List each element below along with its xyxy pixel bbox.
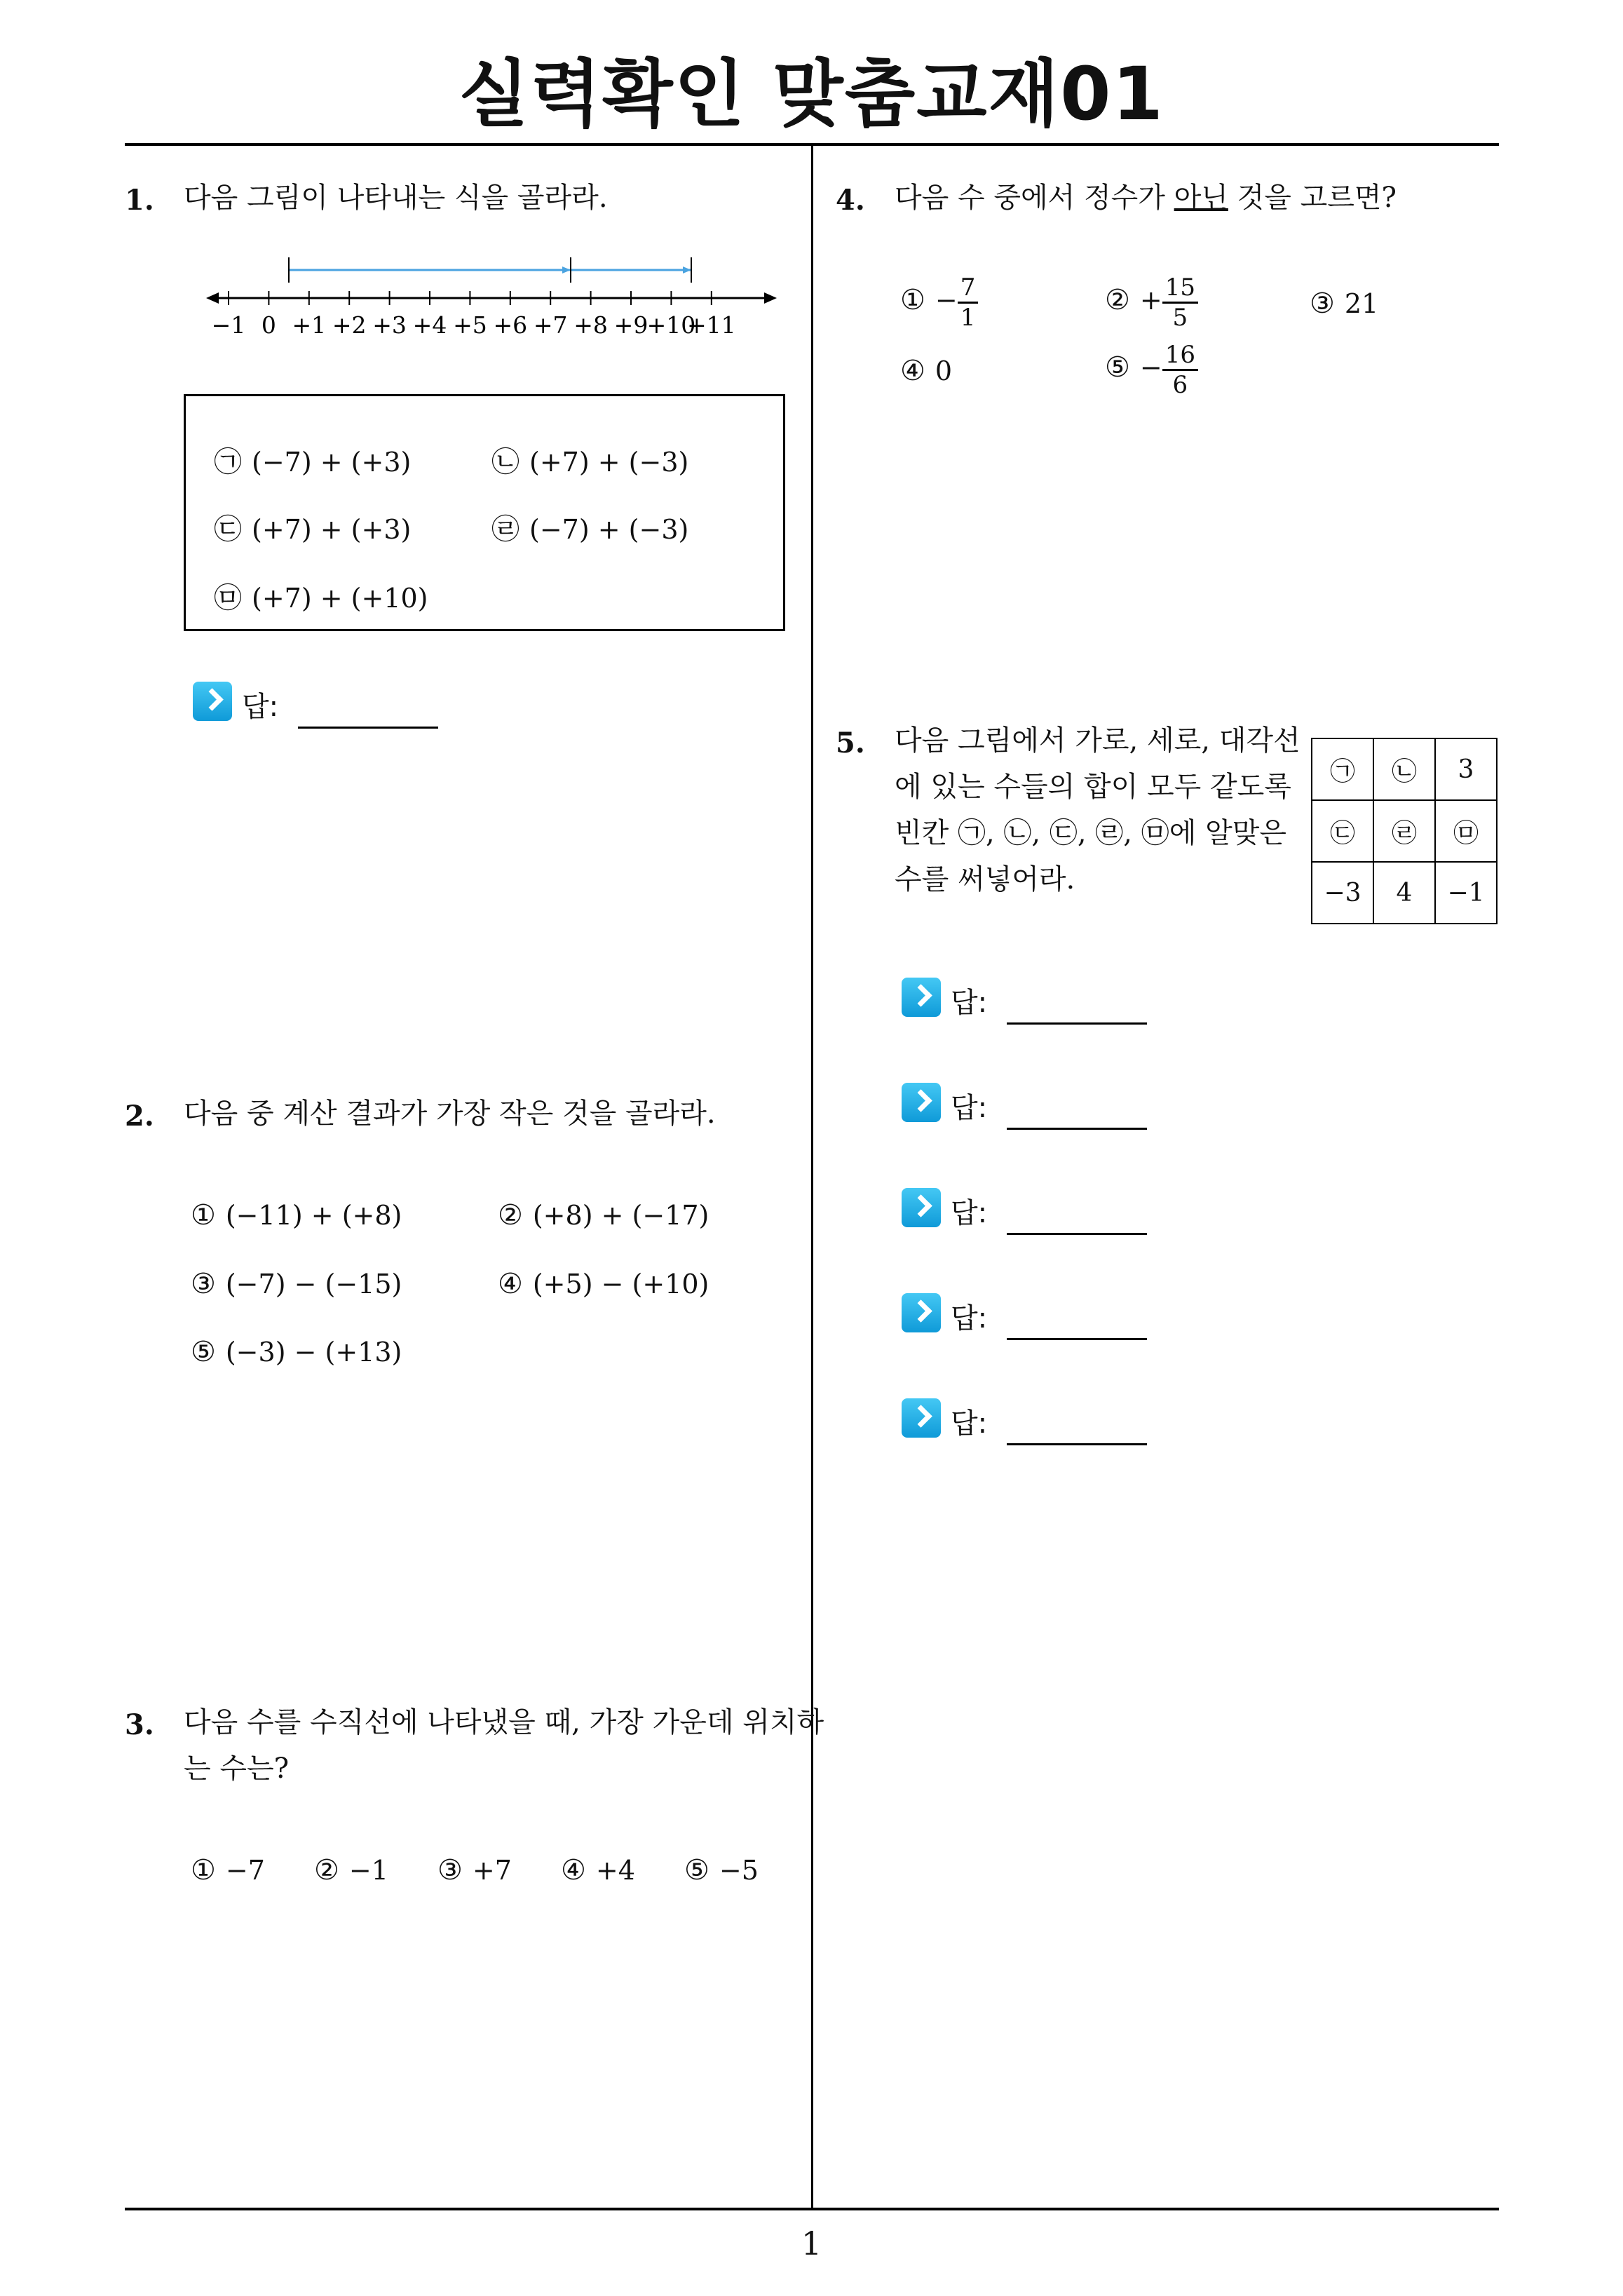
q2-option-2[interactable]: ② (+8) + (−17) [498, 1199, 709, 1231]
answer-label: 답: [951, 1302, 988, 1335]
q4-option-4[interactable]: ④ 0 [900, 355, 953, 387]
q3-text-line2: 는 수는? [184, 1753, 290, 1785]
q3-option-2[interactable]: ② −1 [314, 1854, 388, 1886]
page-number: 1 [801, 2224, 822, 2262]
grid-cell: −3 [1312, 862, 1373, 924]
q1-number-line [203, 249, 785, 347]
q4-text: 다음 수 중에서 정수가 아닌 것을 고르면? [895, 182, 1397, 214]
grid-cell: ㉡ [1373, 738, 1435, 800]
q1-choice-box [184, 394, 785, 631]
tick-label: +6 [493, 311, 528, 339]
q2-number: 2. [125, 1100, 154, 1133]
q5-magic-square [1311, 738, 1498, 924]
q4-option-2[interactable]: ② + $\frac{15}{5}$ [1105, 274, 1198, 332]
q1-number: 1. [125, 184, 154, 217]
q2-option-4[interactable]: ④ (+5) − (+10) [498, 1268, 709, 1300]
q4-option-3[interactable]: ③ 21 [1310, 288, 1379, 320]
q3-option-3[interactable]: ③ +7 [437, 1854, 512, 1886]
q5-text-line2: 에 있는 수들의 합이 모두 같도록 [895, 771, 1291, 803]
q1-option-3[interactable]: ㉢ (+7) + (+3) [214, 513, 412, 546]
answer-arrow-icon [902, 978, 941, 1017]
q2-option-5[interactable]: ⑤ (−3) − (+13) [191, 1336, 402, 1368]
tick-label: +1 [292, 311, 327, 339]
tick-label: +4 [412, 311, 447, 339]
tick-label: −1 [211, 311, 246, 339]
q2-option-3[interactable]: ③ (−7) − (−15) [191, 1268, 402, 1300]
answer-label: 답: [951, 1407, 988, 1440]
answer-label: 답: [242, 691, 279, 723]
tick-label: +10 [646, 311, 696, 339]
grid-cell: ㉣ [1373, 800, 1435, 862]
q1-option-1[interactable]: ㉠ (−7) + (+3) [214, 446, 412, 478]
grid-cell: 3 [1435, 738, 1497, 800]
answer-blank[interactable] [1007, 1233, 1147, 1235]
q5-text-line1: 다음 그림에서 가로, 세로, 대각선 [895, 724, 1301, 757]
tick-label: +2 [332, 311, 367, 339]
answer-arrow-icon [902, 1083, 941, 1122]
q5-text-line4: 수를 써넣어라. [895, 863, 1075, 896]
q3-text-line1: 다음 수를 수직선에 나타냈을 때, 가장 가운데 위치하 [184, 1706, 824, 1738]
q4-option-1[interactable]: ① − $\frac{7}{1}$ [900, 274, 978, 332]
answer-blank[interactable] [1007, 1338, 1147, 1340]
tick-label: 0 [261, 311, 276, 339]
answer-label: 답: [951, 1092, 988, 1124]
q1-text: 다음 그림이 나타내는 식을 골라라. [184, 182, 608, 214]
tick-label: +8 [573, 311, 608, 339]
q3-option-1[interactable]: ① −7 [191, 1854, 265, 1886]
answer-arrow-icon [902, 1398, 941, 1438]
q3-option-4[interactable]: ④ +4 [561, 1854, 635, 1886]
answer-blank[interactable] [1007, 1128, 1147, 1130]
tick-label: +11 [686, 311, 736, 339]
answer-blank[interactable] [1007, 1022, 1147, 1025]
grid-cell: −1 [1435, 862, 1497, 924]
q3-option-5[interactable]: ⑤ −5 [684, 1854, 759, 1886]
answer-label: 답: [951, 1197, 988, 1229]
column-divider [811, 144, 813, 2209]
grid-cell: ㉠ [1312, 738, 1373, 800]
answer-arrow-icon [902, 1188, 941, 1227]
tick-label: +3 [372, 311, 407, 339]
q1-option-5[interactable]: ㉤ (+7) + (+10) [214, 582, 428, 614]
q5-text-line3: 빈칸 ㉠, ㉡, ㉢, ㉣, ㉤에 알맞은 [895, 817, 1286, 849]
q4-option-5[interactable]: ⑤ − $\frac{16}{6}$ [1105, 341, 1198, 399]
answer-blank[interactable] [1007, 1443, 1147, 1445]
answer-arrow-icon [193, 682, 232, 721]
page-title: 실력확인 맞춤교재01 [459, 51, 1164, 137]
tick-label: +7 [533, 311, 568, 339]
grid-cell: ㉢ [1312, 800, 1373, 862]
q2-option-1[interactable]: ① (−11) + (+8) [191, 1199, 402, 1231]
tick-label: +9 [613, 311, 648, 339]
q1-option-4[interactable]: ㉣ (−7) + (−3) [491, 513, 689, 546]
answer-label: 답: [951, 987, 988, 1019]
q5-number: 5. [836, 727, 865, 759]
q4-emphasis: 아닌 [1174, 182, 1228, 214]
answer-arrow-icon [902, 1293, 941, 1332]
q3-number: 3. [125, 1708, 154, 1741]
grid-cell: ㉤ [1435, 800, 1497, 862]
bottom-rule [125, 2208, 1499, 2210]
q1-option-2[interactable]: ㉡ (+7) + (−3) [491, 446, 689, 478]
answer-blank[interactable] [298, 727, 438, 729]
grid-cell: 4 [1373, 862, 1435, 924]
q2-text: 다음 중 계산 결과가 가장 작은 것을 골라라. [184, 1098, 716, 1130]
tick-label: +5 [453, 311, 487, 339]
q4-number: 4. [836, 184, 865, 217]
